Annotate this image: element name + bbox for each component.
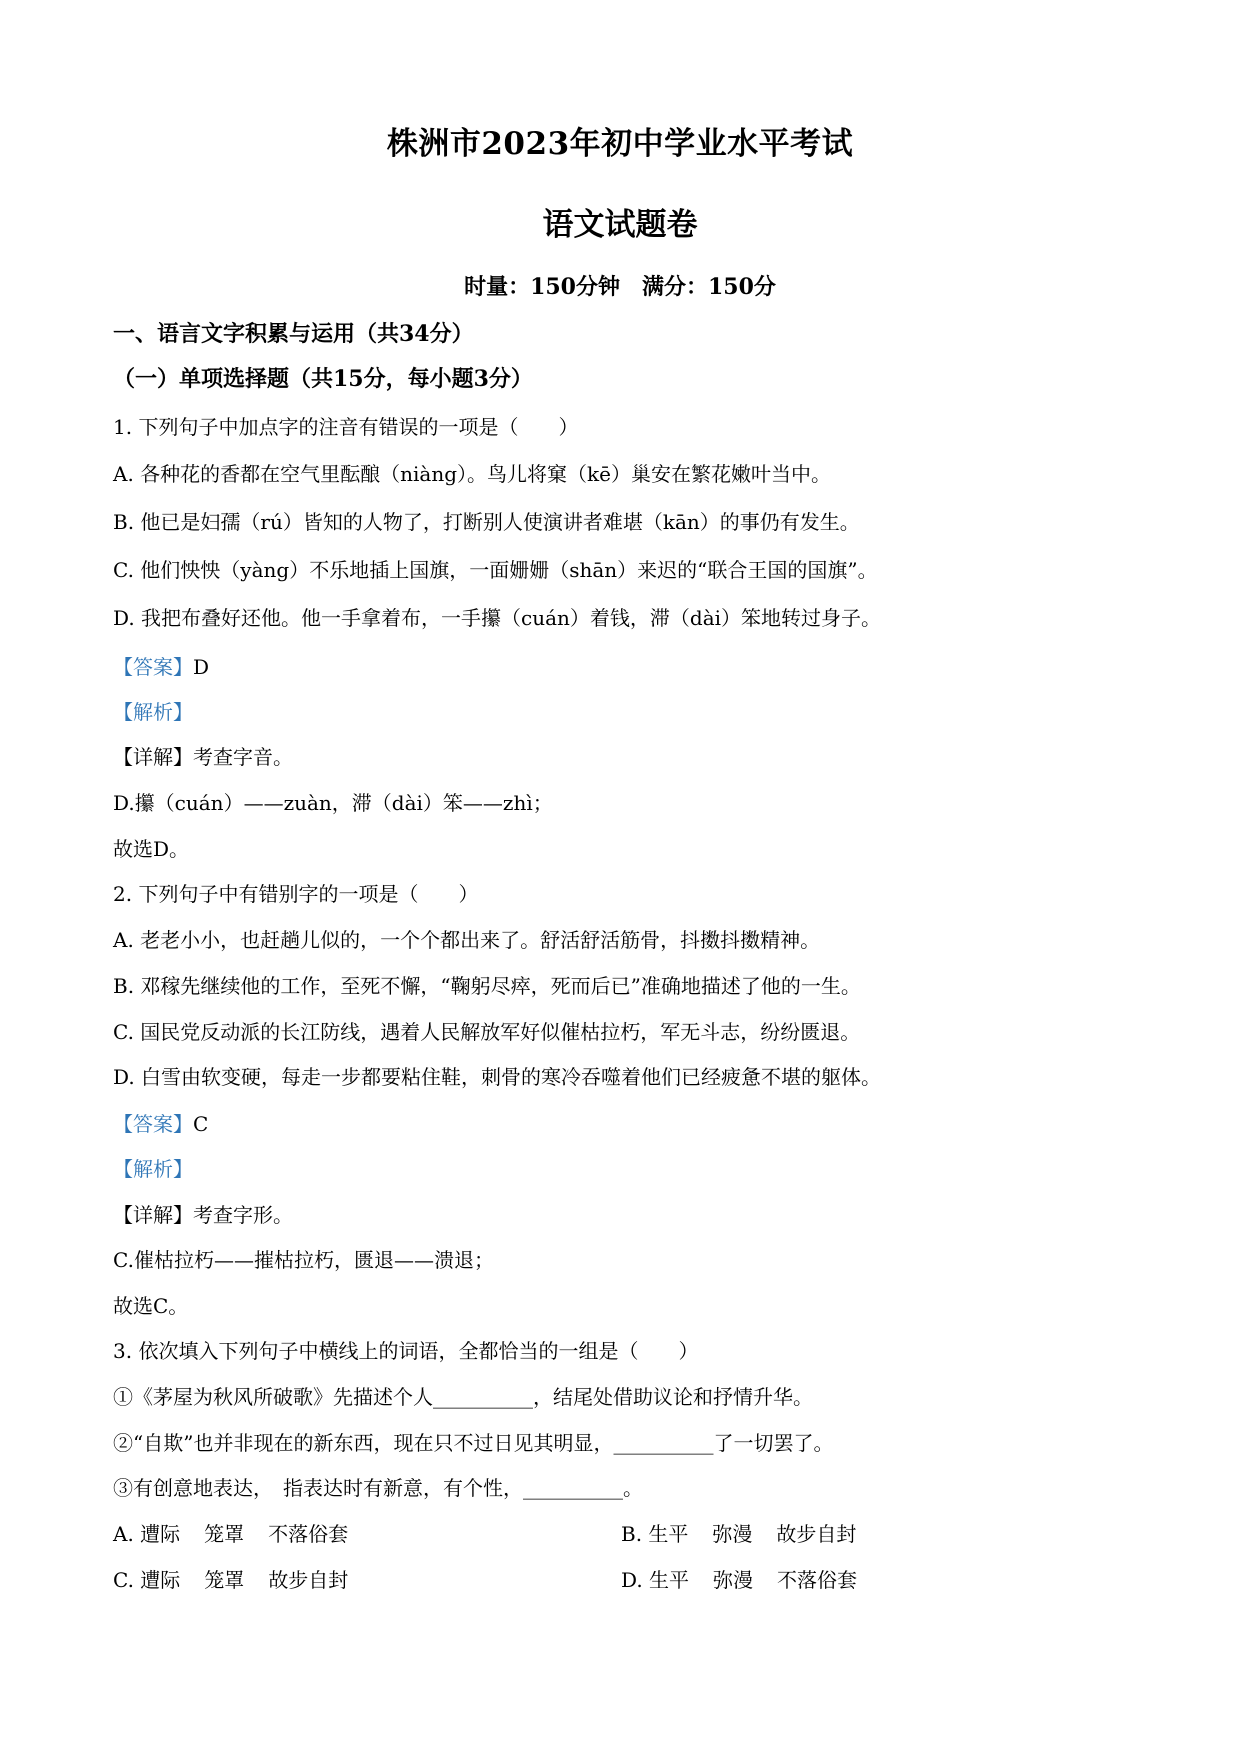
question-2-option-c: C. 国民党反动派的长江防线，遇着人民解放军好似催枯拉朽，军无斗志，纷纷匮退。 [113,1020,861,1044]
question-3-option-c: C. 遭际 笼罩 故步自封 [113,1568,349,1592]
subsection-heading: （一）单项选择题（共15分，每小题3分） [113,366,533,392]
question-1-correction: D.攥（cuán）——zuàn，滞（dài）笨——zhì； [113,791,553,815]
question-2-analysis-tag: 【解析】 [113,1157,193,1181]
section-heading: 一、语言文字积累与运用（共34分） [113,321,474,347]
question-1-option-b: B. 他已是妇孺（rú）皆知的人物了，打断别人使演讲者难堪（kān）的事仍有发生。 [113,510,860,534]
question-1-option-c: C. 他们怏怏（yàng）不乐地插上国旗，一面姗姗（shān）来迟的“联合王国的国旗”。 [113,558,878,582]
question-1-option-d: D. 我把布叠好还他。他一手拿着布，一手攥（cuán）着钱，滞（dài）笨地转过身子。 [113,606,882,630]
question-3-option-a: A. 遭际 笼罩 不落俗套 [113,1522,349,1546]
answer-tag: 【答案】 [113,655,193,679]
question-2-option-a: A. 老老小小，也赶趟儿似的，一个个都出来了。舒活舒活筋骨，抖擞抖擞精神。 [113,928,821,952]
question-1-conclusion: 故选D。 [113,837,190,861]
question-3-stem: 3. 依次填入下列句子中横线上的词语，全都恰当的一组是（ ） [113,1339,699,1363]
answer-value: D [193,655,210,679]
question-1-analysis-tag: 【解析】 [113,700,193,724]
question-2-correction: C.催枯拉朽——摧枯拉朽，匮退——溃退； [113,1248,494,1272]
exam-time-score: 时量：150分钟 满分：150分 [464,274,776,300]
question-2-stem: 2. 下列句子中有错别字的一项是（ ） [113,882,479,906]
question-3-sentence-2: ②“自欺”也并非现在的新东西，现在只不过日见其明显，__________了一切罢了。 [113,1431,834,1455]
question-1-answer [113,653,209,681]
question-1-detail: 【详解】考查字音。 [113,745,293,769]
question-3-option-d: D. 生平 弥漫 不落俗套 [621,1568,858,1592]
question-1-stem: 1. 下列句子中加点字的注音有错误的一项是（ ） [113,415,579,439]
question-2-answer [113,1110,208,1138]
answer-value: C [193,1112,209,1136]
question-3-sentence-3: ③有创意地表达， 指表达时有新意，有个性，__________。 [113,1476,643,1500]
question-3-sentence-1: ①《茅屋为秋风所破歌》先描述个人__________，结尾处借助议论和抒情升华。 [113,1385,813,1409]
question-1-option-a: A. 各种花的香都在空气里酝酿（niàng）。鸟儿将窠（kē）巢安在繁花嫩叶当中。 [113,462,831,486]
question-2-conclusion: 故选C。 [113,1294,189,1318]
question-2-option-b: B. 邓稼先继续他的工作，至死不懈，“鞠躬尽瘁，死而后已”准确地描述了他的一生。 [113,974,861,998]
answer-tag: 【答案】 [113,1112,193,1136]
question-2-detail: 【详解】考查字形。 [113,1203,293,1227]
exam-title: 株洲市2023年初中学业水平考试 [386,126,854,162]
exam-subtitle: 语文试题卷 [542,207,698,243]
question-2-option-d: D. 白雪由软变硬，每走一步都要粘住鞋，刺骨的寒冷吞噬着他们已经疲惫不堪的躯体。 [113,1065,882,1089]
question-3-option-b: B. 生平 弥漫 故步自封 [621,1522,857,1546]
